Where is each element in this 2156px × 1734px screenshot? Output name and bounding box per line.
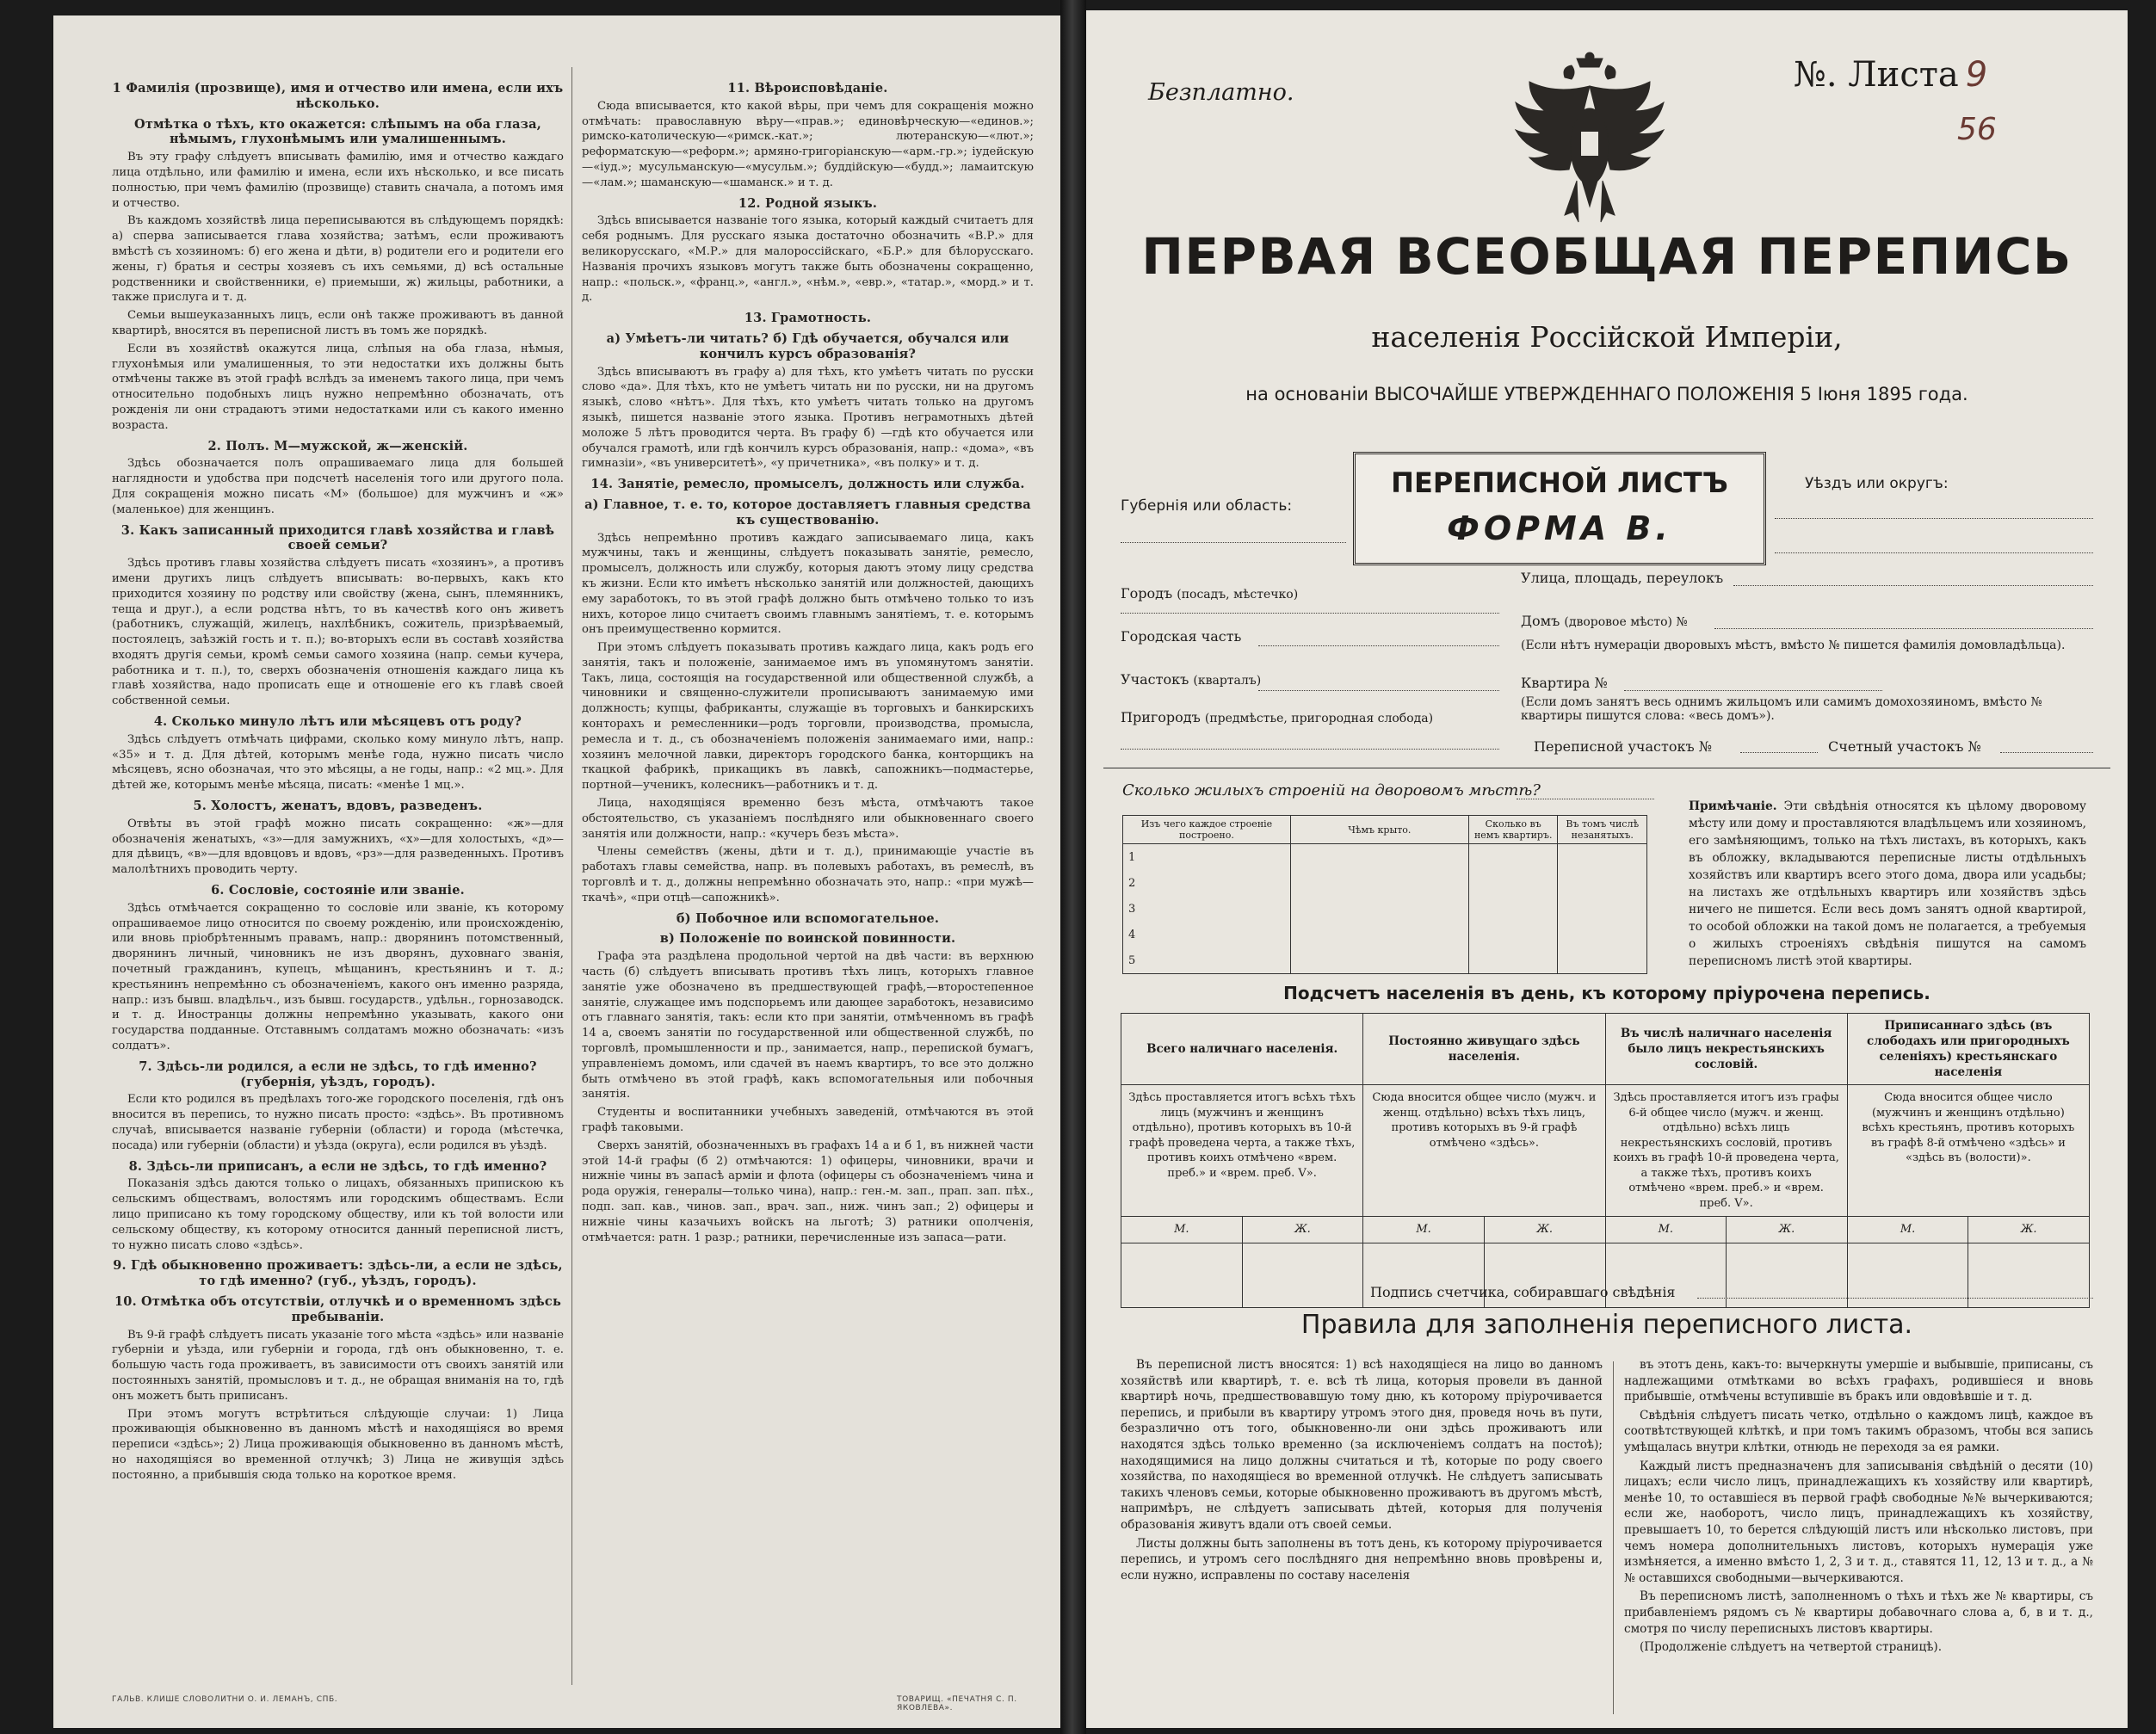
prigorod-label: Пригородъ (предмѣстье, пригородная слобода) — [1121, 709, 1434, 725]
paragraph: Графа эта раздѣлена продольной чертой на двѣ части: въ верхнюю часть (б) слѣдуетъ вписывать противъ тѣхъ лицъ, которыхъ главное занятіе уже обозначено въ предшествующей графѣ,—второстепенное занятіе, служащее имъ подспорьемъ или дающее заработокъ, независимо отъ главнаго занятія, такъ: если кто при занятіи, отмѣченномъ въ графѣ 14 а, своемъ занятіи по государственной или общественной службѣ, по торговлѣ, промышленности и пр., занимается, напр., перепиской бумагъ, управленіемъ домомъ, или сдачей въ наемъ квартиръ, то все это должно быть отмѣчено въ этой графѣ, какъ вспомогательныя или побочныя занятія. — [582, 950, 1034, 1101]
female-label: Ж. — [1727, 1217, 1848, 1243]
paragraph: Сверхъ занятій, обозначенныхъ въ графахъ 14 а и б 1, въ нижней части этой 14-й графы (б 2) отмѣчаются: 1) офицеры, чиновники, врачи и нижніе чины въ запасѣ арміи и флота (офицеры съ обозначеніемъ чина и рода оружія, генералы—только чина), напр.: ген.-м. зап., прап. зап. пѣх., подп. зап. кав., чинов. зап., врач. зап., ниж. чинъ зап.; 2) офицеры и нижніе чины казачьихъ войскъ на льготѣ; 3) ратники ополченія, отмѣчается: ратн. 1 разр.; ратники, перечисленные изъ запаса—рати. — [582, 1139, 1034, 1244]
rules-title: Правила для заполненія переписного листа. — [1300, 1310, 1913, 1340]
section-heading: 14. Занятіе, ремесло, промыселъ, должность или служба. — [590, 477, 1025, 492]
buildings-note — [1689, 798, 2086, 970]
male-label: М. — [1121, 1217, 1243, 1243]
paragraph: Здѣсь отмѣчается сокращенно то сословіе или званіе, къ которому опрашиваемое лицо относится по своему рожденію, или происхожденію, или вновь пріобрѣтеннымъ правамъ, напр.: дворянинъ потомственный, дворянинъ личный, чиновникъ не изъ дворянъ, духовнаго званія, почетный гражданинъ, купецъ, мѣщанинъ, крестьянинъ и т. д.; крестьянинъ непремѣнно съ обозначеніемъ, какого онъ именно разряда, напр.: изъ бывш. владѣльч., изъ бывш. государств., удѣльн., горнозаводск. и т. д. Иностранцы должны непремѣнно указывать, какого они государства подданные. Отставнымъ солдатамъ можно обозначать: «изъ солдатъ». — [112, 901, 564, 1053]
paragraph: Въ каждомъ хозяйствѣ лица переписываются въ слѣдующемъ порядкѣ: а) сперва записывается глава хозяйства; затѣмъ, если проживаютъ вмѣстѣ съ хозяиномъ: б) его жена и дѣти, в) родители его и родители его жены, г) братья и сестры хозяевъ съ ихъ семьями, д) всѣ остальные родственники и свойственники, е) приемыши, ж) жильцы, работники, а также прислуга и т. д. — [112, 214, 564, 305]
counter-signature-label: Подпись счетчика, собиравшаго свѣдѣнія — [1370, 1284, 1676, 1300]
section-heading: 10. Отмѣтка объ отсутствіи, отлучкѣ и о временномъ здѣсь пребываніи. — [114, 1293, 561, 1324]
column-divider — [571, 67, 572, 1685]
signature-line — [1697, 1298, 2093, 1299]
section-heading: в) Положеніе по воинской повинности. — [659, 931, 956, 947]
female-label: Ж. — [1968, 1217, 2090, 1243]
male-label: М. — [1605, 1217, 1727, 1243]
rules-divider — [1613, 1361, 1614, 1714]
table-row: 2 — [1123, 870, 1647, 896]
section-heading: 11. Вѣроисповѣданіе. — [727, 81, 888, 96]
form-title-box — [1353, 452, 1766, 565]
uezd-line-2 — [1775, 552, 2093, 553]
table-row: 3 — [1123, 896, 1647, 922]
kv-note: (Если домъ занятъ весь однимъ жильцомъ или самимъ домохозяиномъ, вмѣсто № квартиры пишутся слова: «весь домъ»). — [1521, 695, 2042, 723]
uezd-label: Уѣздъ или округъ: — [1805, 475, 1949, 492]
gorod-line — [1121, 613, 1499, 614]
imperial-eagle-emblem — [1508, 52, 1671, 241]
paragraph: Члены семействъ (жены, дѣти и т. д.), принимающіе участіе въ работахъ главы семейства, напр. въ полевыхъ работахъ, въ ремеслѣ, въ торговлѣ и т. д., должны непремѣнно обозначать это, напр.: «при мужѣ—ткачѣ», «при отцѣ—сапожникѣ». — [582, 845, 1034, 904]
count-header-noncrestian: Въ числѣ наличнаго населенія было лицъ некрестьянскихъ сословій. — [1605, 1014, 1847, 1085]
note-text: Эти свѣдѣнія относятся къ цѣлому дворовому мѣсту или дому и проставляются владѣльцемъ или хозяиномъ, его замѣняющимъ, только на тѣхъ листахъ, въ которыхъ, какъ въ обложку, вкладываются переписные листы отдѣльныхъ хозяйствъ или квартиръ всего этого дома, двора или усадьбы; на листахъ же отдѣльныхъ квартиръ или хозяйствъ здѣсь ничего не пишется. Если весь домъ занятъ одной квартирой, то особой обложки на такой домъ не полагается, а требуемыя о жилыхъ строеніяхъ свѣдѣнія пишутся на самомъ переписномъ листѣ этой квартиры. — [1689, 799, 2086, 968]
female-label: Ж. — [1242, 1217, 1363, 1243]
uchastok-label: Участокъ (кварталъ) — [1121, 671, 1262, 688]
paragraph: Въ переписномъ листѣ, заполненномъ о тѣхъ и тѣхъ же № квартиры, съ прибавленіемъ рядомъ съ № квартиры добавочнаго слова а, б, в и т. д., смотря по числу переписныхъ листовъ квартиры. — [1624, 1589, 2093, 1636]
dom-label: Домъ (дворовое мѣсто) № — [1521, 613, 1688, 629]
rules-column-1 — [1121, 1357, 1603, 1719]
printer-imprint-left: ГАЛЬВ. КЛИШЕ СЛОВОЛИТНИ О. И. ЛЕМАНЪ, СПБ. — [112, 1695, 338, 1704]
bld-header-apartments: Сколько въ немъ квартиръ. — [1468, 816, 1558, 844]
dom-line — [1714, 628, 2093, 629]
table-row: 1 — [1123, 844, 1647, 871]
section-heading: 2. Полъ. М—мужской, ж—женскій. — [207, 438, 468, 454]
section-heading: а) Главное, т. е. то, которое доставляетъ главныя средства къ существованію. — [584, 497, 1031, 528]
paragraph: Если кто родился въ предѣлахъ того-же городского поселенія, гдѣ онъ вносится въ перепись, то нужно писать просто: «здѣсь». Въ противномъ случаѣ, вписывается названіе губерніи (области) и города (мѣстечка, посада) или губерніи (области) и уѣзда (округа), если родился въ уѣздѣ. — [112, 1093, 564, 1152]
count-header-peasant: Приписаннаго здѣсь (въ слободахъ или пригородныхъ селеніяхъ) крестьянскаго населенія — [1847, 1014, 2089, 1085]
uchastok-line — [1258, 690, 1499, 691]
rules-column-2 — [1624, 1357, 2093, 1719]
binding-spine — [1060, 0, 1086, 1734]
census-subtitle: населенія Россійской Имперіи, — [1371, 320, 1843, 354]
count-desc-present: Здѣсь проставляется итогъ всѣхъ тѣхъ лицъ (мужчинъ и женщинъ отдѣльно), противъ которыхъ въ 10-й графѣ проведена черта, а также тѣхъ, противъ коихъ отмѣчено «врем. преб.» и «врем. преб. V». — [1121, 1085, 1363, 1217]
paragraph: Здѣсь вписывается названіе того языка, который каждый считаетъ для себя роднымъ. Для русскаго языка достаточно обозначить «В.Р.» для великорусскаго, «М.Р.» для малороссійскаго, «Б.Р.» для бѣлорусскаго. Названія прочихъ языковъ могутъ также быть обозначены сокращенно, напр.: «польск.», «франц.», «англ.», «нѣм.», «евр.», «татар.», «морд.» и т. д. — [582, 214, 1034, 305]
form-title-line1: ПЕРЕПИСНОЙ ЛИСТЪ — [1391, 466, 1728, 499]
section-heading: 3. Какъ записанный приходится главѣ хозяйства и главѣ своей семьи? — [120, 522, 555, 553]
sheet-number-label: №. Листа — [1794, 55, 1959, 95]
paragraph: Здѣсь вписываютъ въ графу а) для тѣхъ, кто умѣетъ читать по русски слово «да». Для тѣхъ, кто не умѣетъ читать ни по русски, ни на другомъ языкѣ, слово «нѣтъ». Для тѣхъ, кто умѣетъ читать только на другомъ языкѣ, пишется названіе этого языка. Противъ неграмотныхъ дѣтей моложе 5 лѣтъ проводится черта. Въ графу б) —гдѣ кто обучается или обучался грамотѣ, или гдѣ кончилъ курсъ образованія, напр.: «дома», «въ гимназіи», «въ университетѣ», «у причетника», «въ полку» и т. д. — [582, 365, 1034, 471]
paragraph: Показанія здѣсь даются только о лицахъ, обязанныхъ припискою къ сельскимъ обществамъ, волостямъ или городскимъ обществамъ. Если лицо приписано къ тому городскому обществу, или къ той волости или сельскому обществу, къ которому относится данный переписной листъ, то нужно писать слово «здѣсь». — [112, 1177, 564, 1252]
free-label: Безплатно. — [1148, 79, 1294, 106]
section-heading: 9. Гдѣ обыкновенно проживаетъ: здѣсь-ли, а если не здѣсь, то гдѣ именно? (губ., уѣздъ, городъ). — [113, 1258, 563, 1289]
paragraph: Въ переписной листъ вносятся: 1) всѣ находящіеся на лицо во данномъ хозяйствѣ или квартирѣ, т. е. всѣ тѣ лица, которыя провели въ данной квартирѣ ночь, предшествовавшую тому дню, къ которому пріурочивается перепись, и прибыли въ квартиру утромъ этого дня, проведя ночь въ пути, безразлично отъ того, обыкновенно-ли они здѣсь проживаютъ или находятся здѣсь только временно (за исключеніемъ солдатъ на постоѣ); находящимися на лицо должны считаться и тѣ, которые по роду своего хозяйства, по находящіеся во временной отлучкѣ. Не слѣдуетъ записывать такихъ членовъ семьи, которые обыкновенно проживаютъ въ другомъ мѣстѣ, напримѣръ, не слѣдуетъ записывать дѣтей, которыя для полученія образованія живутъ вдали отъ своей семьи. — [1121, 1358, 1603, 1532]
bld-header-roof: Чѣмъ крыто. — [1290, 816, 1468, 844]
paragraph: (Продолженіе слѣдуетъ на четвертой страницѣ). — [1640, 1640, 1943, 1655]
section-heading: Отмѣтка о тѣхъ, кто окажется: слѣпымъ на оба глаза, нѣмымъ, глухонѣмымъ или умалишеннымъ. — [134, 116, 541, 147]
left-page — [53, 15, 1060, 1728]
table-row: 5 — [1123, 947, 1647, 974]
count-desc-permanent: Сюда вносится общее число (мужч. и женщ. отдѣльно) всѣхъ тѣхъ лицъ, противъ которыхъ въ 9-й графѣ отмѣчено «здѣсь». — [1363, 1085, 1605, 1217]
paragraph: Свѣдѣнія слѣдуетъ писать четко, отдѣльно о каждомъ лицѣ, каждое въ соотвѣтствующей клѣткѣ, и при томъ такимъ образомъ, чтобы вся запись умѣщалась внутри клѣтки, отнюдь не переходя за ея рамки. — [1624, 1408, 2093, 1454]
section-heading: 12. Родной языкъ. — [738, 195, 878, 211]
paragraph: При этомъ могутъ встрѣтиться слѣдующіе случаи: 1) Лица проживающія обыкновенно въ данномъ мѣстѣ и находящіяся во время переписи «здѣсь»; 2) Лица проживающія обыкновенно въ данномъ мѣстѣ, но находящіяся во временной отлучкѣ; 3) Лица не живущія здѣсь постоянно, а прибывшія сюда только на короткое время. — [112, 1407, 564, 1482]
count-title: Подсчетъ населенія въ день, къ которому пріурочена перепись. — [1283, 983, 1931, 1003]
dom-note: (Если нѣтъ нумераціи дворовыхъ мѣстъ, вмѣсто № пишется фамилія домовладѣльца). — [1521, 639, 2066, 652]
section-heading: 6. Сословіе, состояніе или званіе. — [211, 883, 465, 898]
section-heading: 5. Холостъ, женатъ, вдовъ, разведенъ. — [193, 799, 483, 814]
paragraph: Лица, находящіяся временно безъ мѣста, отмѣчаютъ такое обстоятельство, съ указаніемъ послѣдняго или обыкновеннаго своего занятія или должности, напр.: «кучеръ безъ мѣста». — [582, 797, 1034, 841]
perepis-uchastok: Переписной участокъ № — [1534, 738, 1712, 755]
paragraph: Если въ хозяйствѣ окажутся лица, слѣпыя на оба глаза, нѣмыя, глухонѣмыя или умалишенныя, то эти недостатки ихъ должны быть отмѣчены также въ этой графѣ вслѣдъ за именемъ такого лица, при чемъ относительно подобныхъ лицъ нужно непремѣнно обозначать, отъ рожденія ли они страдаютъ этими недостатками или съ какого именно возраста. — [112, 342, 564, 432]
uezd-line-1 — [1775, 518, 2093, 519]
instructions-column-2 — [582, 76, 1034, 1659]
schet-uchastok: Счетный участокъ № — [1828, 738, 1981, 755]
census-title: ПЕРВАЯ ВСЕОБЩАЯ ПЕРЕПИСЬ — [1141, 227, 2073, 286]
paragraph: Въ 9-й графѣ слѣдуетъ писать указаніе того мѣста «здѣсь» или названіе губерніи и уѣзда, или губерніи и города, гдѣ онъ обыкновенно, т. е. большую часть года проживаетъ, въ зависимости отъ своихъ занятій или постоянныхъ занятій, промысловъ и т. д., не обращая вниманія на то, гдѣ онъ можетъ быть приписанъ. — [112, 1328, 564, 1403]
sheet-number — [1794, 55, 1987, 95]
sheet-number-handwritten-2: 56 — [1957, 112, 1997, 147]
gor-chast-line — [1258, 645, 1499, 646]
bld-header-material: Изъ чего каждое строеніе построено. — [1123, 816, 1291, 844]
section-heading: 8. Здѣсь-ли приписанъ, а если не здѣсь, то гдѣ именно? — [128, 1158, 547, 1174]
prigorod-line — [1121, 749, 1499, 750]
paragraph: Здѣсь слѣдуетъ отмѣчать цифрами, сколько кому минуло лѣтъ, напр. «35» и т. д. Для дѣтей, которымъ менѣе года, нужно писать число мѣсяцевъ, ясно обозначая, что это мѣсяцы, а не годы, напр.: «2 мц.». Для дѣтей же, которымъ менѣе мѣсяца, писать: «менѣе 1 мц.». — [112, 732, 564, 793]
note-label: Примѣчаніе. — [1689, 799, 1777, 813]
count-desc-noncrestian: Здѣсь проставляется итогъ изъ графы 6-й общее число (мужч. и женщ. отдѣльно) всѣхъ лицъ некрестьянскихъ сословій, противъ коихъ въ графѣ 10-й проведена черта, а также тѣхъ, противъ коихъ отмѣчено «врем. преб.» и «врем. преб. V». — [1605, 1085, 1847, 1217]
paragraph: Сюда вписывается, кто какой вѣры, при чемъ для сокращенія можно отмѣчать: православную вѣру—«прав.»; единовѣрческую—«единов.»; римско-католическую—«римск.-кат.»; лютеранскую—«лют.»; реформатскую—«реформ.»; армяно-григоріанскую—«арм.-гр.»; іудейскую—«іуд.»; мусульманскую—«мусульм.»; буддійскую—«будд.»; ламаитскую—«лам.»; шаманскую—«шаманск.» и т. д. — [582, 99, 1034, 189]
right-page — [1086, 10, 2128, 1728]
form-title-line2: ФОРМА В. — [1447, 509, 1672, 547]
paragraph: При этомъ слѣдуетъ показывать противъ каждаго лица, какъ родъ его занятія, такъ и положеніе, занимаемое имъ въ упомянутомъ занятіи. Такъ, лица, состоящія на государственной или общественной службѣ, а чиновники и священно-служители прописываютъ занимаемую ими должность; купцы, фабриканты, служащіе въ торговыхъ и банкирскихъ конторахъ и ремесленники—родъ торговли, производства, промысла, ремесла и т. д., съ обозначеніемъ положенія занимаемаго ими, напр.: хозяинъ мелочной лавки, директоръ городского банка, конторщикъ на ткацкой фабрикѣ, прикащикъ въ лавкѣ, сапожникъ—подмастерье, портной—ученикъ, колесникъ—работникъ и т. д. — [582, 641, 1034, 793]
kv-label: Квартира № — [1521, 675, 1608, 691]
bld-header-vacant: Въ томъ числѣ незанятыхъ. — [1558, 816, 1647, 844]
instructions-column-1 — [112, 76, 564, 1685]
paragraph: Семьи вышеуказанныхъ лицъ, если онѣ также проживаютъ въ данной квартирѣ, вносятся въ переписной листъ въ томъ же порядкѣ. — [112, 309, 564, 337]
female-label: Ж. — [1484, 1217, 1605, 1243]
gubernia-line — [1121, 542, 1346, 543]
paragraph: Здѣсь противъ главы хозяйства слѣдуетъ писать «хозяинъ», а противъ имени другихъ лицъ слѣдуетъ вписывать: во-первыхъ, какъ кто приходится хозяину по родству или свойству (жена, сынъ, племянникъ, теща и друг.), а если родства нѣтъ, то въ качествѣ кого онъ живетъ (работникъ, служащій, жилецъ, нахлѣбникъ, сожитель, призрѣваемый, постоялецъ, заѣзжій гость и т. п.); во-вторыхъ если въ составѣ хозяйства входятъ другія семьи, кромѣ семьи самого хозяина (напр. семьи кучера, работника и т. п.), то, сверхъ обозначенія отношенія каждаго лица къ главѣ хозяйства, надо прописать еще и отношеніе его къ главѣ своей собственной семьи. — [112, 557, 564, 708]
count-header-permanent: Постоянно живущаго здѣсь населенія. — [1363, 1014, 1605, 1085]
sheet-number-handwritten: 9 — [1965, 55, 1988, 95]
paragraph: Листы должны быть заполнены въ тотъ день, къ которому пріурочивается перепись, и утромъ сего послѣдняго дня непремѣнно вновь провѣрены и, если нужно, исправлены по составу населенія — [1121, 1536, 1603, 1583]
male-label: М. — [1363, 1217, 1485, 1243]
section-heading: а) Умѣетъ-ли читать? б) Гдѣ обучается, обучался или кончилъ курсъ образованія? — [606, 330, 1010, 361]
paragraph: Здѣсь непремѣнно противъ каждаго записываемаго лица, какъ мужчины, такъ и женщины, слѣдуетъ показывать занятіе, ремесло, промыселъ, должность или службу, которыя даютъ этому лицу средства къ жизни. Если кто имѣетъ нѣсколько занятій или должностей, дающихъ ему заработокъ, то въ этой графѣ должно быть отмѣчено только то изъ нихъ, которое лицо считаетъ своимъ главнымъ занятіемъ, т. е. которымъ онъ преимущественно кормится. — [582, 531, 1034, 637]
paragraph: Студенты и воспитанники учебныхъ заведеній, отмѣчаются въ этой графѣ таковыми. — [582, 1106, 1034, 1134]
perepis-uchastok-line — [1740, 752, 1818, 753]
table-row: 4 — [1123, 922, 1647, 947]
section-heading: б) Побочное или вспомогательное. — [676, 910, 940, 926]
paragraph: Каждый листъ предназначенъ для записыванія свѣдѣній о десяти (10) лицахъ; если число лицъ, принадлежащихъ къ хозяйству или квартирѣ, менѣе 10, то оставшіеся въ первой графѣ свободные №№ вычеркиваются; если же, наоборотъ, число лицъ, принадлежащихъ къ хозяйству, превышаетъ 10, то берется слѣдующій листъ или нѣсколько листовъ, при чемъ номера дополнительныхъ листовъ, которыхъ нумерація уже измѣняется, а именно вмѣсто 1, 2, 3 и т. д., ставятся 11, 12, 13 и т. д., а №№ оставшихся свободными—вычеркиваются. — [1624, 1459, 2093, 1585]
section-heading: 4. Сколько минуло лѣтъ или мѣсяцевъ отъ роду? — [153, 714, 522, 730]
paragraph: Здѣсь обозначается полъ опрашиваемаго лица для большей наглядности и удобства при подсчетѣ населенія того или другого пола. Для сокращенія можно писать «М» (большое) для мужчинъ и «ж» (маленькое) для женщинъ. — [112, 457, 564, 516]
count-desc-peasant: Сюда вносится общее число (мужчинъ и женщинъ отдѣльно) всѣхъ крестьянъ, противъ которыхъ въ графѣ 8-й отмѣчено «здѣсь» и «здѣсь въ (волости)». — [1847, 1085, 2089, 1217]
paragraph: въ этотъ день, какъ-то: вычеркнуты умершіе и выбывшіе, приписаны, съ надлежащими отмѣтками во всѣхъ графахъ, родившіеся и вновь прибывшіе, отмѣчены вступившіе въ бракъ или овдовѣвшіе и т. д. — [1624, 1358, 2093, 1404]
male-label: М. — [1847, 1217, 1968, 1243]
street-line — [1733, 585, 2093, 586]
population-count-table — [1121, 1013, 2090, 1308]
paragraph: Въ эту графу слѣдуетъ вписывать фамилію, имя и отчество каждаго лица отдѣльно, или фамилію и имена, если ихъ нѣсколько, и все писать полностью, при чемъ фамилію (прозвище) ставить сначала, а потомъ имя и отчество. — [112, 151, 564, 210]
buildings-table — [1122, 815, 1647, 974]
street-label: Улица, площадь, переулокъ — [1521, 570, 1724, 586]
buildings-title: Сколько жилыхъ строеній на дворовомъ мѣстѣ? — [1122, 781, 1541, 799]
section-heading: 13. Грамотность. — [744, 311, 872, 326]
kv-line — [1624, 690, 1882, 691]
legal-basis: на основаніи ВЫСОЧАЙШЕ УТВЕРЖДЕННАГО ПОЛОЖЕНІЯ 5 Іюня 1895 года. — [1245, 384, 1968, 404]
gorod-label: Городъ (посадъ, мѣстечко) — [1121, 585, 1299, 602]
schet-uchastok-line — [2000, 752, 2093, 753]
section-heading: 7. Здѣсь-ли родился, а если не здѣсь, то гдѣ именно? (губернія, уѣздъ, городъ). — [139, 1058, 537, 1089]
printer-imprint-right: ТОВАРИЩ. «ПЕЧАТНЯ С. П. ЯКОВЛЕВА». — [897, 1695, 1017, 1712]
paragraph: Отвѣты въ этой графѣ можно писать сокращенно: «ж»—для обозначенія женатыхъ, «з»—для замужнихъ, «х»—для холостыхъ, «д»—для дѣвицъ, «в»—для вдовцовъ и вдовъ, «рз»—для разведенныхъ. Противъ малолѣтнихъ проводить черту. — [112, 817, 564, 877]
gor-chast-label: Городская часть — [1121, 628, 1242, 645]
gubernia-label: Губернія или область: — [1121, 497, 1293, 515]
count-header-present: Всего наличнаго населенія. — [1121, 1014, 1363, 1085]
section-heading: 1 Фамилія (прозвище), имя и отчество или имена, если ихъ нѣсколько. — [112, 81, 564, 111]
